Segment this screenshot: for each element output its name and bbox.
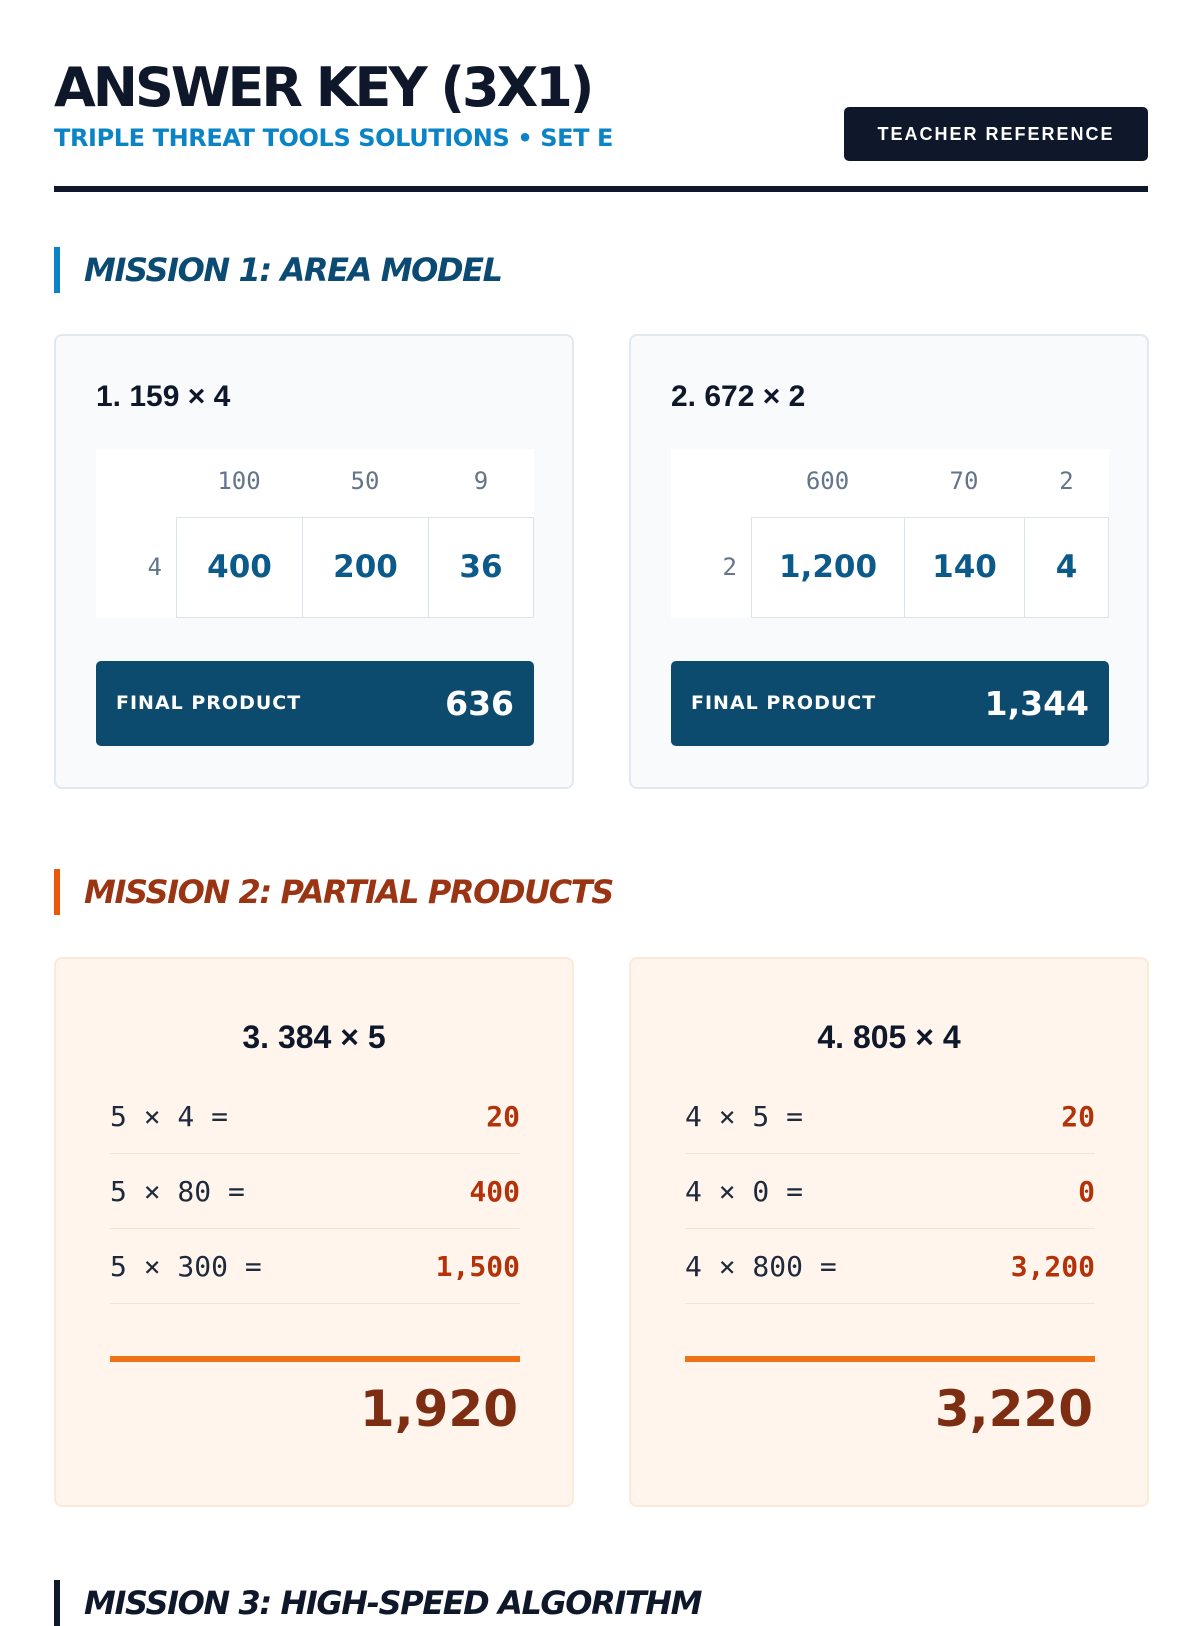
partial-products-card-3 <box>54 957 574 1507</box>
area-model-card-2 <box>629 334 1149 789</box>
problem-title: 4. 805 × 4 <box>817 1019 961 1055</box>
row-header: 4 <box>147 553 162 581</box>
area-cell: 140 <box>904 517 1025 618</box>
mission-1-heading: MISSION 1: AREA MODEL <box>54 247 502 293</box>
final-product-label: FINAL PRODUCT <box>691 692 877 714</box>
area-model-grid <box>96 449 534 618</box>
area-cell: 200 <box>302 517 429 618</box>
partial-expression: 5 × 300 = <box>110 1250 262 1283</box>
area-cell: 4 <box>1024 517 1109 618</box>
partial-products-total: 1,920 <box>359 1380 518 1438</box>
page-title: ANSWER KEY (3X1) <box>54 56 592 119</box>
partial-product-row <box>110 1154 520 1229</box>
problem-title: 2. 672 × 2 <box>671 380 806 413</box>
partial-result: 20 <box>486 1100 520 1133</box>
area-cell: 36 <box>428 517 534 618</box>
partial-products-list <box>110 1079 520 1304</box>
area-model-card-1 <box>54 334 574 789</box>
column-header: 600 <box>805 467 850 495</box>
partial-products-total: 3,220 <box>934 1380 1093 1438</box>
column-header: 9 <box>473 467 489 495</box>
final-product-value: 1,344 <box>984 684 1089 723</box>
sum-divider <box>685 1356 1095 1362</box>
partial-product-row <box>685 1079 1095 1154</box>
column-header: 100 <box>217 467 261 495</box>
mission-3-heading: MISSION 3: HIGH-SPEED ALGORITHM <box>54 1580 701 1626</box>
partial-expression: 5 × 80 = <box>110 1175 245 1208</box>
partial-expression: 4 × 0 = <box>685 1175 804 1208</box>
page-header <box>54 58 1148 194</box>
final-product-label: FINAL PRODUCT <box>116 692 302 714</box>
problem-title: 3. 384 × 5 <box>242 1019 386 1055</box>
teacher-reference-badge: TEACHER REFERENCE <box>844 107 1148 161</box>
partial-result: 3,200 <box>1010 1250 1095 1283</box>
page-subtitle: TRIPLE THREAT TOOLS SOLUTIONS • SET E <box>54 124 614 152</box>
header-divider <box>54 186 1148 192</box>
partial-expression: 4 × 800 = <box>685 1250 837 1283</box>
column-header: 70 <box>949 467 979 495</box>
partial-result: 20 <box>1061 1100 1095 1133</box>
row-header: 2 <box>722 553 737 581</box>
partial-result: 1,500 <box>435 1250 520 1283</box>
partial-products-list <box>685 1079 1095 1304</box>
final-product-bar <box>671 661 1109 746</box>
partial-product-row <box>110 1229 520 1304</box>
area-cell: 1,200 <box>751 517 905 618</box>
column-header: 50 <box>350 467 380 495</box>
partial-product-row <box>685 1154 1095 1229</box>
partial-result: 0 <box>1078 1175 1095 1208</box>
area-cell: 400 <box>176 517 303 618</box>
partial-product-row <box>110 1079 520 1154</box>
partial-products-card-4 <box>629 957 1149 1507</box>
problem-title: 1. 159 × 4 <box>96 380 231 413</box>
final-product-bar <box>96 661 534 746</box>
partial-result: 400 <box>469 1175 520 1208</box>
area-model-grid <box>671 449 1109 618</box>
partial-expression: 5 × 4 = <box>110 1100 229 1133</box>
partial-product-row <box>685 1229 1095 1304</box>
final-product-value: 636 <box>445 684 514 723</box>
sum-divider <box>110 1356 520 1362</box>
mission-2-heading: MISSION 2: PARTIAL PRODUCTS <box>54 869 613 915</box>
column-header: 2 <box>1059 467 1074 495</box>
partial-expression: 4 × 5 = <box>685 1100 804 1133</box>
